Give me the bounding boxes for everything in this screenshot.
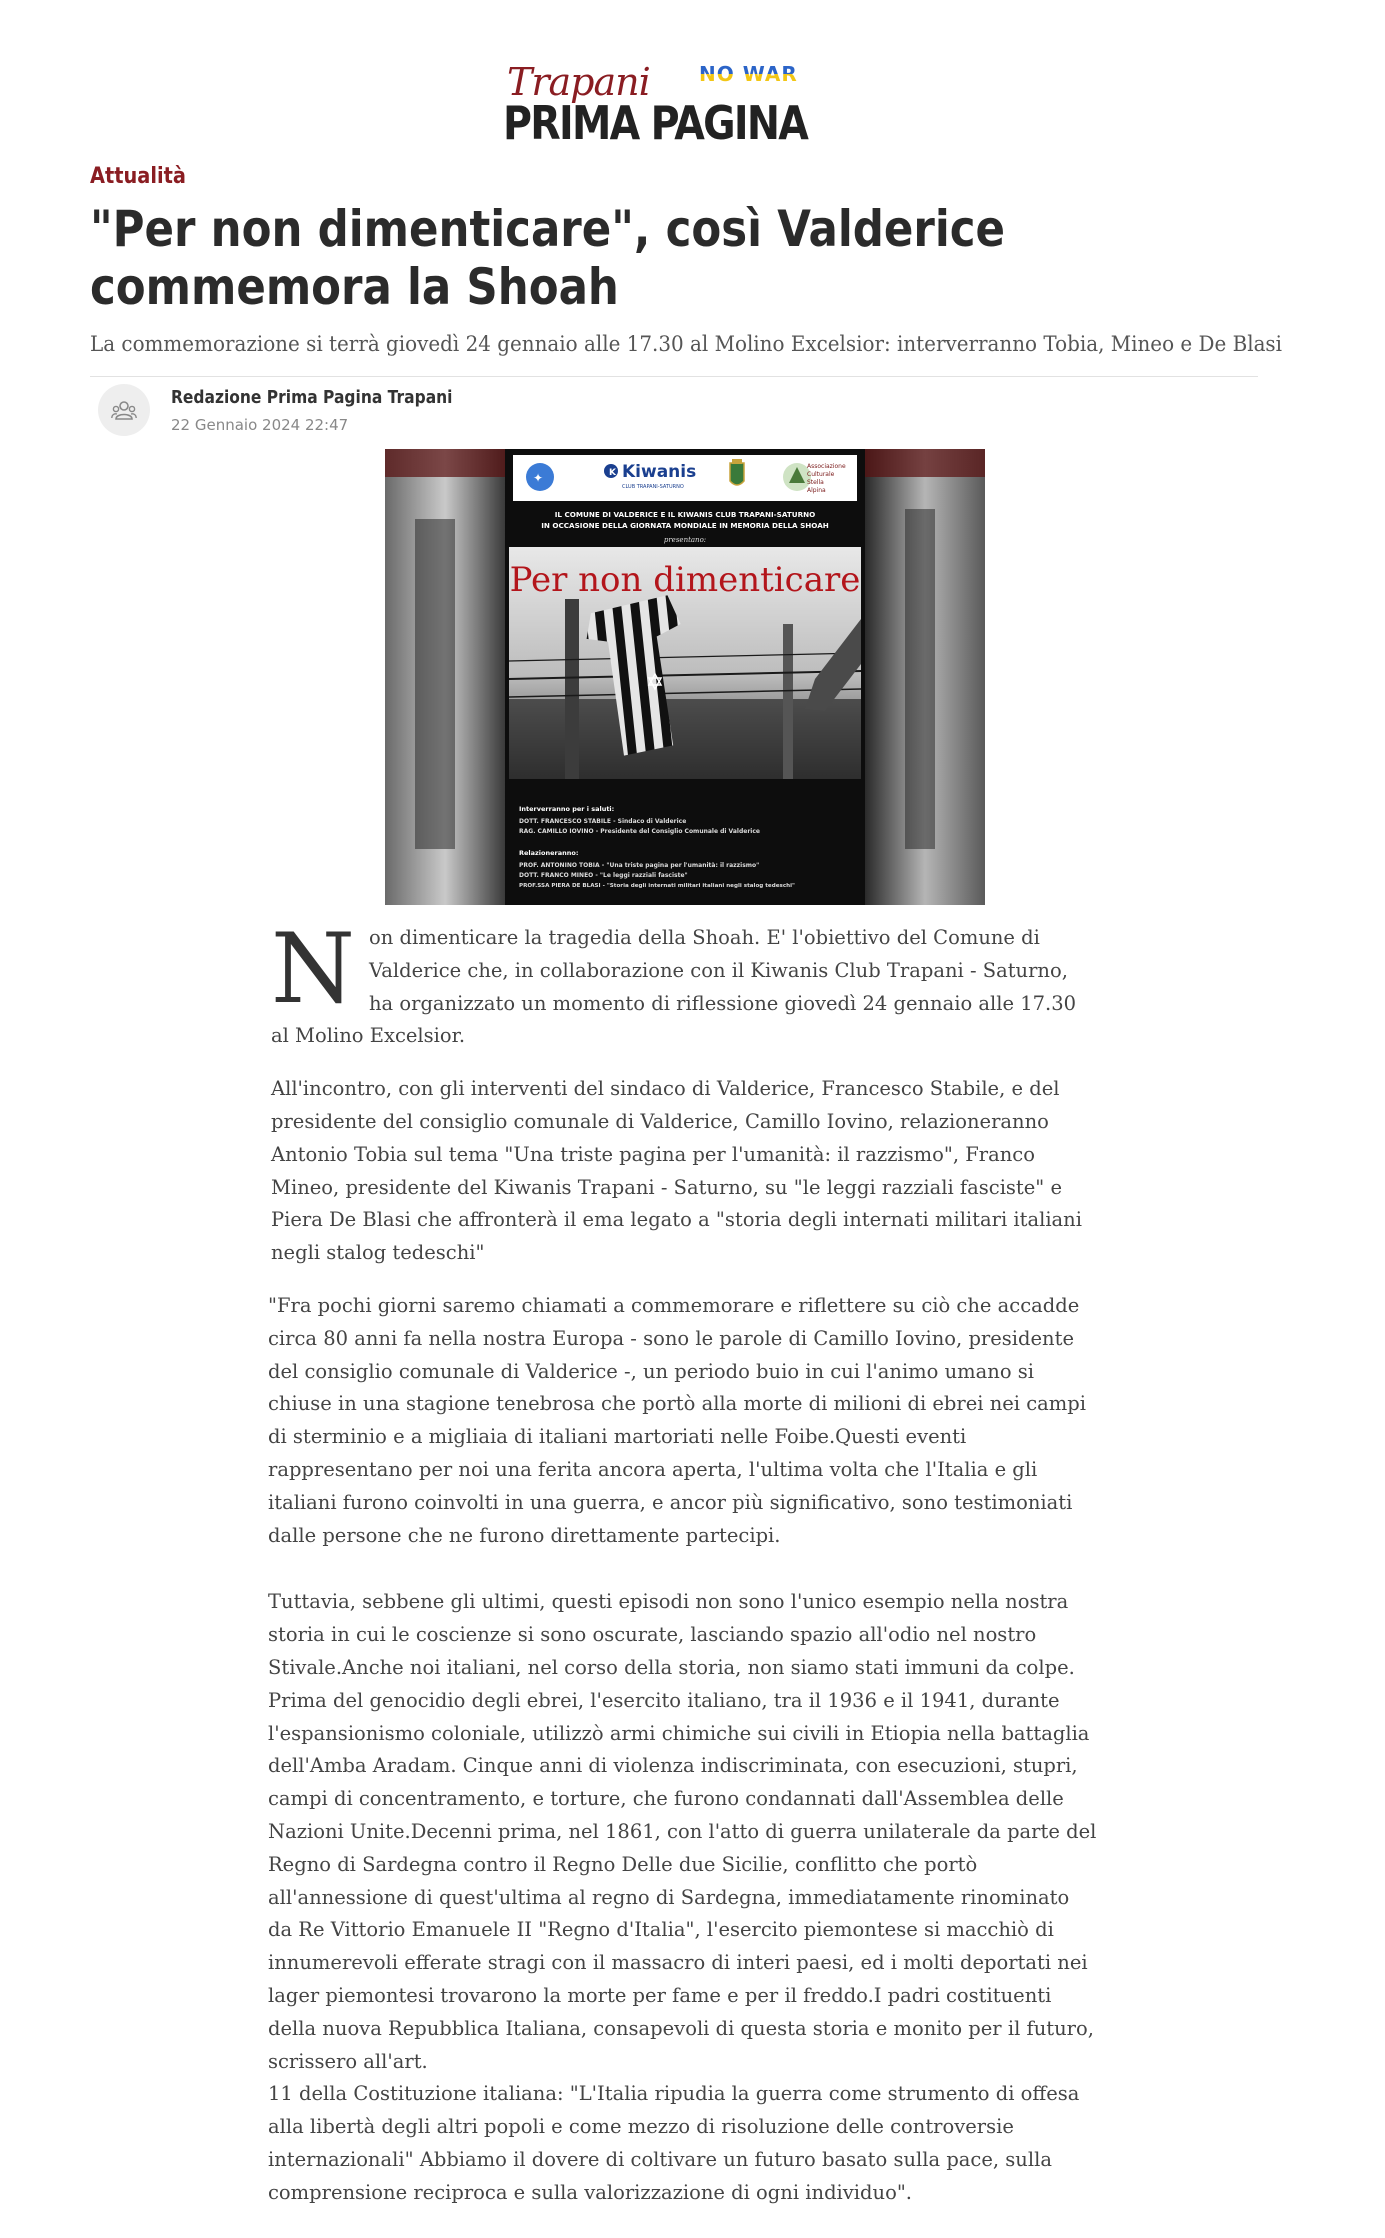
site-logo[interactable] <box>503 60 813 150</box>
article-paragraph-2: All'incontro, con gli interventi del sindaco di Valderice, Francesco Stabile, e del presidente del consiglio comunale di Valderice, Camillo Iovino, relazioneranno Antonio Tobia sul tema "Una triste pagina per l'umanità: il razzismo", Franco Mineo, presidente del Kiwanis Trapani - Saturno, su "le leggi razziali fasciste" e Piera De Blasi che affronterà il ema legato a "storia degli internati militari italiani negli stalog tedeschi" <box>271 1077 1082 1265</box>
svg-text:Culturale: Culturale <box>807 471 835 478</box>
users-icon <box>111 399 137 421</box>
poster-sponsor: Kiwanis <box>622 462 697 482</box>
publish-date: 22 Gennaio 2024 22:47 <box>171 416 349 434</box>
logo-prima-pagina-text: PRIMA PAGINA <box>503 96 808 150</box>
poster-relatore-2: DOTT. FRANCO MINEO - "Le leggi razziali fasciste" <box>519 872 688 879</box>
article-title: "Per non dimenticare", così Valderice commemora la Shoah <box>90 200 1006 316</box>
drop-cap: N <box>271 913 355 1025</box>
author-avatar <box>98 384 150 436</box>
article-paragraph-5: 11 della Costituzione italiana: "L'Italia ripudia la guerra come strumento di offesa alla libertà degli altri popoli e come mezzo di risoluzione delle controversie internazionali" Abbiamo il dovere di coltivare un futuro basato sulla pace, sulla comprensione reciproca e sulla valorizzazione di ogni individuo". <box>268 2082 1080 2204</box>
poster-heading-1: IL COMUNE DI VALDERICE E IL KIWANIS CLUB TRAPANI-SATURNO <box>554 510 816 519</box>
poster-heading-2: IN OCCASIONE DELLA GIORNATA MONDIALE IN MEMORIA DELLA SHOAH <box>541 521 829 530</box>
article-paragraph-3: "Fra pochi giorni saremo chiamati a commemorare e riflettere su ciò che accadde circa 80 anni fa nella nostra Europa - sono le parole di Camillo Iovino, presidente del consiglio comunale di Valderice -, un periodo buio in cui l'animo umano si chiuse in una stagione tenebrosa che portò alla morte di milioni di ebrei nei campi di sterminio e a migliaia di italiani martoriati nelle Foibe.Questi eventi rappresentano per noi una ferita ancora aperta, l'ultima volta che l'Italia e gli italiani furono coinvolti in una guerra, e ancor più significativo, sono testimoniati dalle persone che ne furono direttamente partecipi. <box>268 1293 1087 1547</box>
svg-text:Associazione: Associazione <box>807 463 846 470</box>
author-name[interactable]: Redazione Prima Pagina Trapani <box>171 387 453 408</box>
svg-text:K: K <box>609 468 616 478</box>
poster-relatore-1: PROF. ANTONINO TOBIA - "Una triste pagina per l'umanità: il razzismo" <box>519 862 760 869</box>
poster-saluti-1: DOTT. FRANCESCO STABILE - Sindaco di Valderice <box>519 818 687 825</box>
poster-title: Per non dimenticare <box>509 560 861 600</box>
article-paragraph-1 <box>268 913 1098 1053</box>
logo-trapani-text: Trapani <box>507 60 650 104</box>
article-subtitle: La commemorazione si terrà giovedì 24 gennaio alle 17.30 al Molino Excelsior: interverranno Tobia, Mineo e De Blasi <box>90 332 1283 356</box>
poster-saluti-2: RAG. CAMILLO IOVINO - Presidente del Consiglio Comunale di Valderice <box>519 828 760 835</box>
article-body <box>268 913 1098 2209</box>
paragraph-1-text: on dimenticare la tragedia della Shoah. E' l'obiettivo del Comune di Valderice che, in collaborazione con il Kiwanis Club Trapani - Saturno, ha organizzato un momento di riflessione giovedì 24 gennaio alle 17.30 al Molino Excelsior. <box>271 926 1077 1048</box>
svg-text:Stella: Stella <box>807 479 824 486</box>
poster-relatori-label: Relazioneranno: <box>519 849 579 857</box>
no-war-badge: NO WAR <box>699 62 798 86</box>
article-hero-image <box>385 449 985 905</box>
article-paragraph-4: Tuttavia, sebbene gli ultimi, questi episodi non sono l'unico esempio nella nostra storia in cui le coscienze si sono oscurate, lasciando spazio all'odio nel nostro Stivale.Anche noi italiani, nel corso della storia, non siamo stati immuni da colpe. Prima del genocidio degli ebrei, l'esercito italiano, tra il 1936 e il 1941, durante l'espansionismo coloniale, utilizzò armi chimiche sui civili in Etiopia nella battaglia dell'Amba Aradam. Cinque anni di violenza indiscriminata, con esecuzioni, stupri, campi di concentramento, e torture, che furono condannati dall'Assemblea delle Nazioni Unite.Decenni prima, nel 1861, con l'atto di guerra unilaterale da parte del Regno di Sardegna contro il Regno Delle due Sicilie, conflitto che portò all'annessione di quest'ultima al regno di Sardegna, immediatamente rinominato da Re Vittorio Emanuele II "Regno d'Italia", l'esercito piemontese si macchiò di innumerevoli efferate stragi con il massacro di interi paesi, ed i molti deportati nei lager piemontesi trovarono la morte per fame e per il freddo.I padri costituenti della nuova Repubblica Italiana, consapevoli di questa storia e monito per il futuro, scrissero all'art. <box>268 1590 1097 2073</box>
poster-saluti-label: Interverranno per i saluti: <box>519 805 615 813</box>
poster-relatore-3: PROF.SSA PIERA DE BLASI - "Storia degli internati militari italiani negli stalog tedeschi" <box>519 883 795 889</box>
poster-sponsor-sub: CLUB TRAPANI-SATURNO <box>622 484 684 490</box>
article-category-link[interactable]: Attualità <box>90 164 186 189</box>
poster-presentano: presentano: <box>663 536 707 544</box>
svg-text:Alpina: Alpina <box>807 487 826 494</box>
header-divider <box>90 376 1258 377</box>
svg-text:✦: ✦ <box>533 471 544 485</box>
